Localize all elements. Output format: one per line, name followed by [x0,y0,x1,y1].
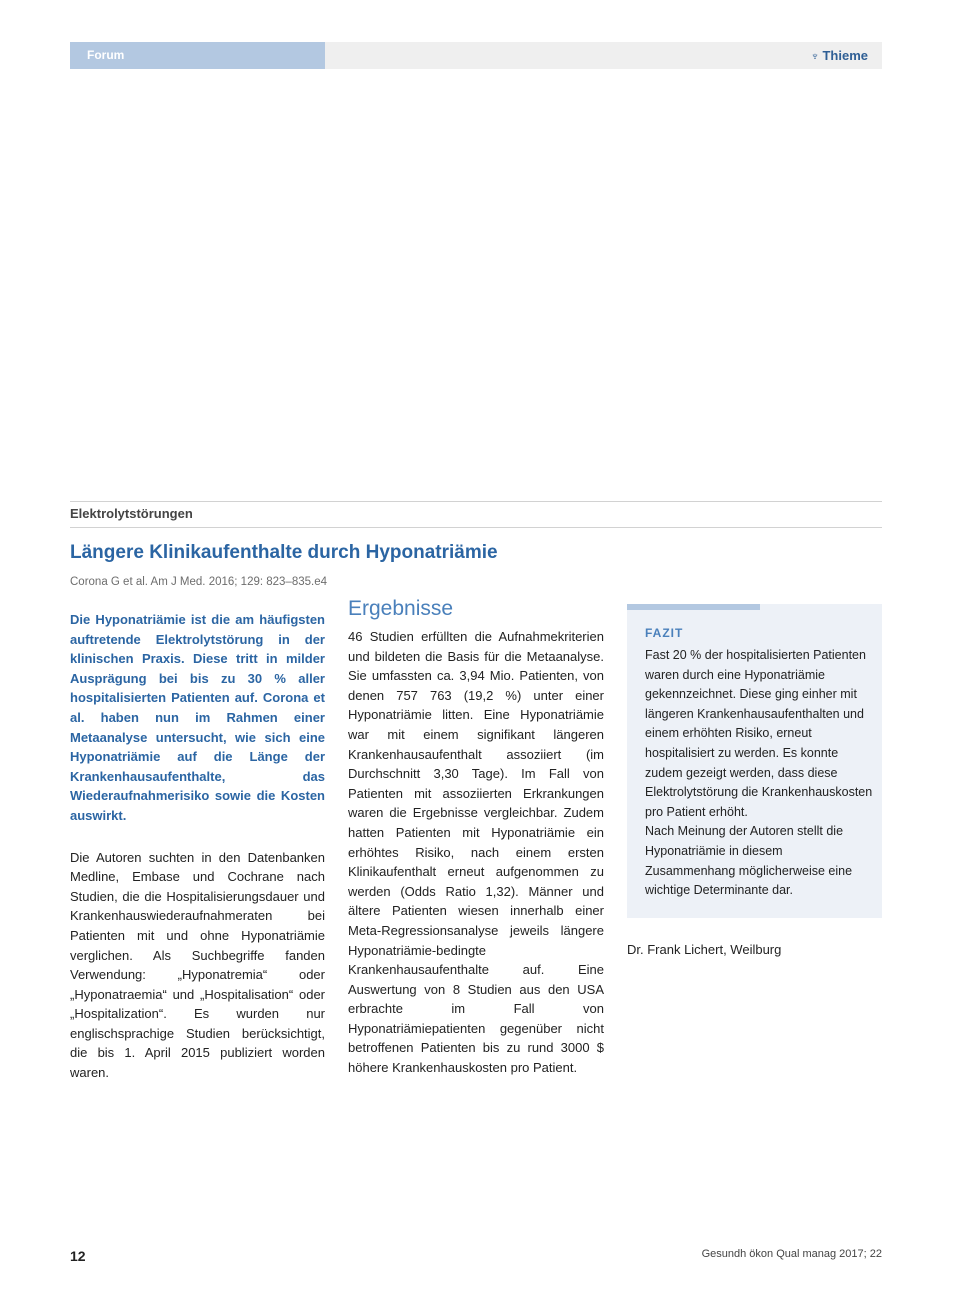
thieme-logo-icon: ♆ [810,49,820,63]
fazit-paragraph-2: Nach Meinung der Autoren stellt die Hyponatriämie in diesem Zusammenhang möglicherweise eine wichtige Determinante dar. [645,824,853,898]
page-header [70,42,882,69]
publisher-logo [810,42,868,69]
methods-paragraph: Die Autoren suchten in den Datenbanken Medline, Embase und Cochrane nach Studien, die die Hospitalisierungsdauer und Krankenhauswiederaufnahmeraten bei Patienten mit und ohne Hyponatriämie verglichen. Als Suchbegriffe fanden Verwendung: „Hyponatremia“ oder „Hyponatraemia“ und „Hospitalisation“ oder „Hospitalization“. Es wurden nur englischsprachige Studien berücksichtigt, die bis 1. April 2015 publiziert worden waren. [70,849,325,1081]
fazit-accent-bar [627,604,760,610]
journal-reference: Gesundh ökon Qual manag 2017; 22 [701,1248,882,1260]
section-tab-forum: Forum [70,42,325,69]
fazit-paragraph-1: Fast 20 % der hospitalisierten Patienten waren durch eine Hyponatriämie gekennzeichnet. Diese ging einher mit längeren Krankenhausaufenthalten und einem erhöhten Risiko, erneut hospitalisiert zu werden. Es konnte zudem gezeigt werden, dass diese Elektrolytstörung die Krankenhauskosten pro Patient erhöht. [645,648,873,819]
column-middle [348,596,604,1078]
lead-paragraph: Die Hyponatriämie ist die am häufigsten auftretende Elektrolytstörung in der klinischen Praxis. Diese tritt in milder Ausprägung bei bis zu 30 % aller hospitalisierten Patienten auf. Corona et al. haben nun im Rahmen einer Metaanalyse untersucht, wie sich eine Hyponatriämie auf die Länge der Krankenhausaufenthalte, das Wiederaufnahmerisiko sowie die Kosten auswirkt. [70,612,325,823]
column-left [70,610,325,1083]
results-paragraph: 46 Studien erfüllten die Aufnahmekriterien und bildeten die Basis für die Metaanalyse. Sie umfassten ca. 3,94 Mio. Patienten, von denen 757 763 (19,2 %) unter einer Hyponatriämie litten. Eine Hyponatriämie war mit einem signifikant längeren Krankenhausaufenthalt assoziiert (im Durchschnitt 3,30 Tage). Im Fall von Patienten mit assoziierten Erkrankungen waren die Ergebnisse vergleichbar. Zudem hatten Patienten mit Hyponatriämie ein erhöhtes Risiko, nach einem ersten Klinikaufenthalt erneut aufgenommen zu werden (Odds Ratio 1,32). Männer und ältere Patienten wiesen innerhalb einer Meta-Regressionsanalyse jeweils längere Hyponatriämie-bedingte Krankenhausaufenthalte auf. Eine Auswertung von 8 Studien aus den USA erbrachte im Fall von Hyponatriämiepatienten gegenüber nicht betroffenen Patienten bis zu rund 3000 $ höhere Krankenhauskosten pro Patient. [348,629,604,1076]
fazit-box [627,604,882,918]
article-author: Dr. Frank Lichert, Weilburg [627,942,782,957]
fazit-heading: FAZIT [645,626,684,640]
results-heading: Ergebnisse [348,597,454,620]
page-number: 12 [70,1248,86,1264]
publisher-name: Thieme [822,48,868,63]
fazit-body [645,646,873,901]
divider-bottom [70,527,882,528]
article-citation: Corona G et al. Am J Med. 2016; 129: 823–835.e4 [70,576,328,588]
divider-top [70,501,882,502]
article-title: Längere Klinikaufenthalte durch Hyponatriämie [70,542,498,563]
article-category: Elektrolytstörungen [70,506,193,521]
